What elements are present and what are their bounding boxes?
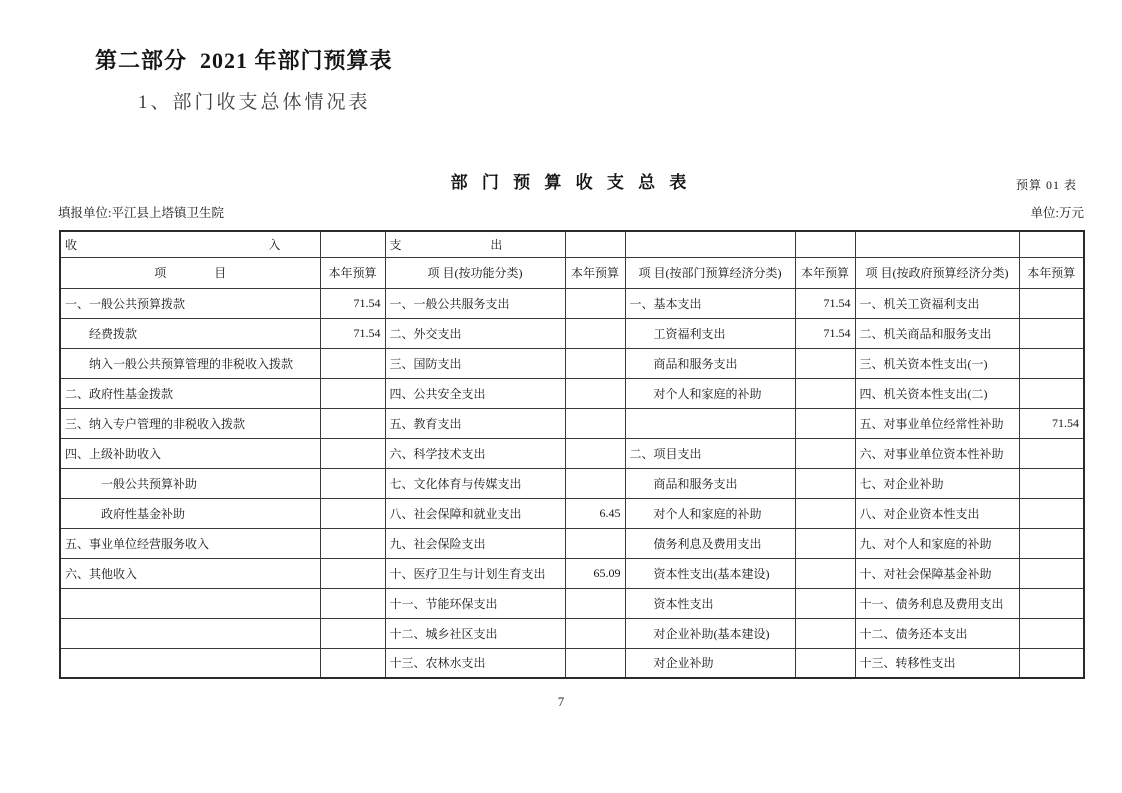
empty-header-cell (320, 231, 385, 257)
cell-dept-val (795, 648, 855, 678)
cell-dept: 对企业补助(基本建设) (625, 618, 795, 648)
cell-func-val (565, 348, 625, 378)
table-row (60, 318, 1084, 348)
cell-income: 二、政府性基金拨款 (60, 378, 320, 408)
cell-income-val (320, 648, 385, 678)
cell-income-val (320, 408, 385, 438)
table-row (60, 618, 1084, 648)
cell-income-val (320, 558, 385, 588)
cell-dept-val: 71.54 (795, 288, 855, 318)
cell-gov: 三、机关资本性支出(一) (855, 348, 1019, 378)
cell-gov-val (1019, 618, 1084, 648)
cell-gov: 八、对企业资本性支出 (855, 498, 1019, 528)
expense-section-label (390, 236, 503, 253)
income-section-header (60, 231, 320, 257)
part-title: 第二部分 2021 年部门预算表 (95, 48, 393, 73)
cell-dept-val (795, 438, 855, 468)
cell-func: 二、外交支出 (385, 318, 565, 348)
cell-gov: 十三、转移性支出 (855, 648, 1019, 678)
cell-income: 政府性基金补助 (60, 498, 320, 528)
cell-func: 六、科学技术支出 (385, 438, 565, 468)
cell-gov-val (1019, 648, 1084, 678)
cell-func: 五、教育支出 (385, 408, 565, 438)
cell-gov: 七、对企业补助 (855, 468, 1019, 498)
empty-header-cell (795, 231, 855, 257)
cell-gov-val (1019, 318, 1084, 348)
table-row (60, 288, 1084, 318)
cell-dept-val (795, 468, 855, 498)
section-header-row (60, 231, 1084, 257)
empty-header-cell (855, 231, 1019, 257)
cell-income: 三、纳入专户管理的非税收入拨款 (60, 408, 320, 438)
cell-gov-val (1019, 438, 1084, 468)
cell-gov: 九、对个人和家庭的补助 (855, 528, 1019, 558)
cell-dept: 工资福利支出 (625, 318, 795, 348)
section-subtitle: 1、部门收支总体情况表 (138, 92, 371, 113)
cell-dept-val (795, 408, 855, 438)
col-header-func-item: 项 目(按功能分类) (385, 257, 565, 288)
cell-func-val (565, 648, 625, 678)
table-row (60, 408, 1084, 438)
cell-func-val: 6.45 (565, 498, 625, 528)
cell-func-val (565, 588, 625, 618)
cell-income-val (320, 378, 385, 408)
cell-gov-val (1019, 528, 1084, 558)
cell-dept: 资本性支出(基本建设) (625, 558, 795, 588)
cell-func-val (565, 618, 625, 648)
cell-income: 一般公共预算补助 (60, 468, 320, 498)
cell-gov-val: 71.54 (1019, 408, 1084, 438)
cell-func: 十三、农林水支出 (385, 648, 565, 678)
cell-income-val: 71.54 (320, 288, 385, 318)
cell-func-val (565, 318, 625, 348)
unit-note-label: 单位:万元 (1030, 206, 1084, 220)
table-code-label: 预算 01 表 (1015, 178, 1077, 192)
cell-income: 经费拨款 (60, 318, 320, 348)
table-row (60, 558, 1084, 588)
cell-income-val (320, 468, 385, 498)
cell-func-val (565, 438, 625, 468)
expense-char-left: 支 (389, 237, 402, 252)
cell-func-val (565, 468, 625, 498)
table-row (60, 438, 1084, 468)
cell-gov-val (1019, 348, 1084, 378)
cell-gov: 二、机关商品和服务支出 (855, 318, 1019, 348)
cell-func-val: 65.09 (565, 558, 625, 588)
cell-gov: 一、机关工资福利支出 (855, 288, 1019, 318)
empty-header-cell (1019, 231, 1084, 257)
cell-func: 九、社会保险支出 (385, 528, 565, 558)
col-header-dept-item: 项 目(按部门预算经济分类) (625, 257, 795, 288)
expense-section-header (385, 231, 565, 257)
cell-gov-val (1019, 378, 1084, 408)
cell-func: 七、文化体育与传媒支出 (385, 468, 565, 498)
cell-gov-val (1019, 288, 1084, 318)
cell-func: 三、国防支出 (385, 348, 565, 378)
cell-dept: 对个人和家庭的补助 (625, 498, 795, 528)
cell-gov-val (1019, 498, 1084, 528)
cell-dept-val (795, 588, 855, 618)
table-row (60, 348, 1084, 378)
meta-row (58, 203, 1084, 221)
expense-char-right: 出 (490, 237, 503, 252)
col-header-budget-4: 本年预算 (1019, 257, 1084, 288)
cell-dept: 商品和服务支出 (625, 348, 795, 378)
table-body (60, 288, 1084, 678)
cell-dept (625, 408, 795, 438)
empty-header-cell (625, 231, 795, 257)
cell-income: 六、其他收入 (60, 558, 320, 588)
table-row (60, 528, 1084, 558)
cell-gov: 五、对事业单位经常性补助 (855, 408, 1019, 438)
cell-func: 八、社会保障和就业支出 (385, 498, 565, 528)
cell-dept-val (795, 528, 855, 558)
cell-func: 一、一般公共服务支出 (385, 288, 565, 318)
table-row (60, 468, 1084, 498)
cell-gov: 十一、债务利息及费用支出 (855, 588, 1019, 618)
cell-func: 十二、城乡社区支出 (385, 618, 565, 648)
cell-income-val (320, 588, 385, 618)
cell-income (60, 588, 320, 618)
cell-dept-val (795, 558, 855, 588)
cell-gov: 六、对事业单位资本性补助 (855, 438, 1019, 468)
cell-income (60, 618, 320, 648)
cell-income-val (320, 438, 385, 468)
cell-dept-val (795, 498, 855, 528)
cell-func: 十一、节能环保支出 (385, 588, 565, 618)
cell-func-val (565, 408, 625, 438)
table-row (60, 648, 1084, 678)
column-header-row (60, 257, 1084, 288)
budget-summary-table (59, 230, 1085, 679)
cell-income: 一、一般公共预算拨款 (60, 288, 320, 318)
cell-dept: 对企业补助 (625, 648, 795, 678)
income-section-label (65, 236, 280, 253)
cell-income-val (320, 618, 385, 648)
cell-gov-val (1019, 588, 1084, 618)
cell-dept-val (795, 618, 855, 648)
cell-gov: 十二、债务还本支出 (855, 618, 1019, 648)
cell-dept: 二、项目支出 (625, 438, 795, 468)
table-row (60, 588, 1084, 618)
cell-dept-val (795, 378, 855, 408)
cell-dept: 一、基本支出 (625, 288, 795, 318)
cell-gov: 十、对社会保障基金补助 (855, 558, 1019, 588)
cell-income: 四、上级补助收入 (60, 438, 320, 468)
cell-gov-val (1019, 468, 1084, 498)
cell-dept: 商品和服务支出 (625, 468, 795, 498)
cell-income-val (320, 528, 385, 558)
col-header-gov-item: 项 目(按政府预算经济分类) (855, 257, 1019, 288)
empty-header-cell (565, 231, 625, 257)
cell-func: 十、医疗卫生与计划生育支出 (385, 558, 565, 588)
cell-income (60, 648, 320, 678)
cell-func-val (565, 528, 625, 558)
cell-gov: 四、机关资本性支出(二) (855, 378, 1019, 408)
cell-dept: 资本性支出 (625, 588, 795, 618)
cell-income: 纳入一般公共预算管理的非税收入拨款 (60, 348, 320, 378)
table-row (60, 498, 1084, 528)
cell-func: 四、公共安全支出 (385, 378, 565, 408)
income-char-right: 入 (268, 237, 281, 252)
col-header-budget-1: 本年预算 (320, 257, 385, 288)
table-row (60, 378, 1084, 408)
col-header-budget-3: 本年预算 (795, 257, 855, 288)
reporting-unit-label: 填报单位:平江县上塔镇卫生院 (58, 206, 224, 220)
cell-dept-val (795, 348, 855, 378)
cell-dept: 对个人和家庭的补助 (625, 378, 795, 408)
cell-func-val (565, 378, 625, 408)
cell-dept: 债务利息及费用支出 (625, 528, 795, 558)
table-title: 部 门 预 算 收 支 总 表 (450, 173, 692, 192)
cell-gov-val (1019, 558, 1084, 588)
cell-dept-val: 71.54 (795, 318, 855, 348)
income-char-left: 收 (65, 237, 78, 252)
page-number: 7 (557, 694, 565, 709)
cell-income-val: 71.54 (320, 318, 385, 348)
col-header-income-item: 项 目 (60, 257, 320, 288)
col-header-budget-2: 本年预算 (565, 257, 625, 288)
cell-income-val (320, 498, 385, 528)
cell-income-val (320, 348, 385, 378)
cell-func-val (565, 288, 625, 318)
cell-income: 五、事业单位经营服务收入 (60, 528, 320, 558)
